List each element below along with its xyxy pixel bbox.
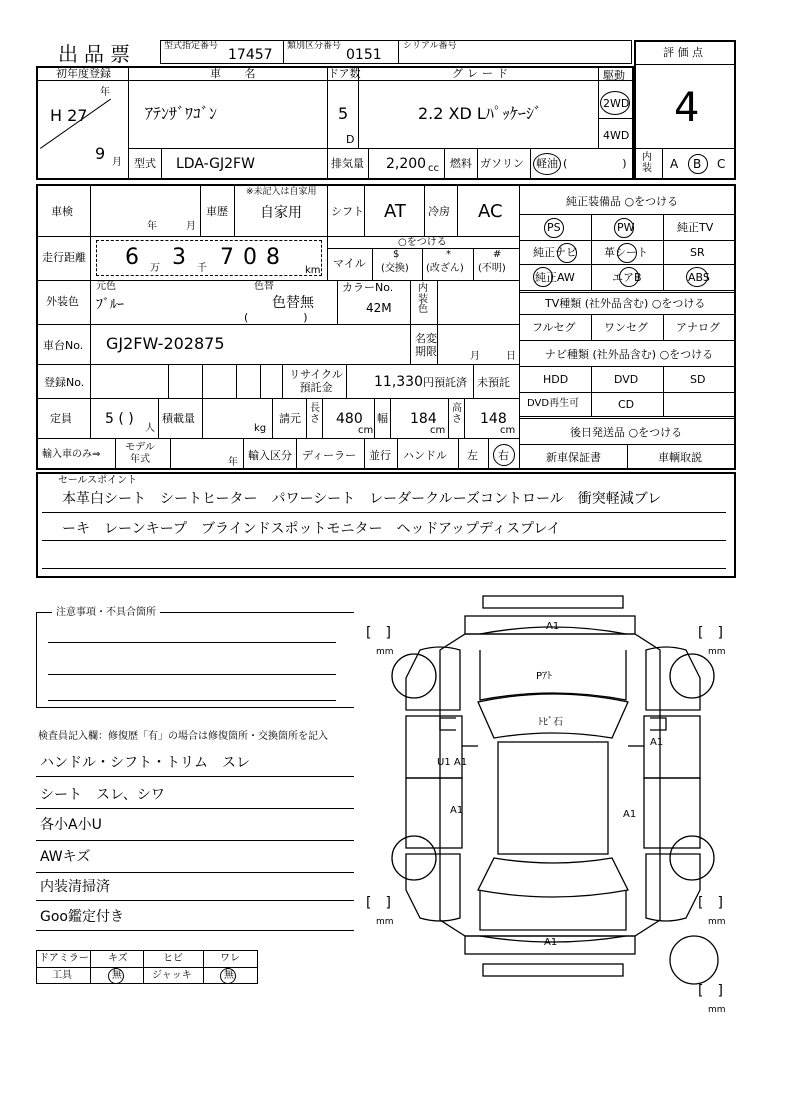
length-value: 480 [336,411,363,427]
mark-front-bumper: A1 [546,621,560,632]
tire-mm-rear-right: mm [708,917,726,927]
registration-month: 9 [95,144,106,163]
grade-label: グレード [452,67,512,80]
equipment-ps: PS [547,221,561,234]
tire-mm-rear-left: mm [376,917,394,927]
mileage-unit-km: km [305,265,321,276]
tire-mm-front-left: mm [376,647,394,657]
registration-label: 初年度登録 [56,67,111,80]
post-docs-manual: 車輌取説 [658,451,702,464]
mark-hood: Pｱﾄ [536,671,553,682]
mark-right-front-door: A1 [650,737,664,748]
interior-b-circle-icon [688,154,708,174]
class-no-value: 0151 [346,47,382,63]
inspection-label: 車検 [51,205,73,218]
navi-title: ナビ種類 (社外品含む) ○をつける [545,348,714,361]
handle-right: 右 [498,449,509,462]
car-name-label: 車 名 [210,67,266,80]
shift-label: シフト [331,205,364,218]
evaluation-label: 評 価 点 [663,46,703,59]
equipment-tv: 純正TV [677,221,714,234]
interior-a: A [670,157,679,171]
exterior-paren: ( ) [244,311,308,324]
fuel-diesel-circle-icon [533,153,561,175]
mileage-label: 走行距離 [42,251,86,264]
navi-dvd-playback: DVD再生可 [527,398,580,409]
interior-color-label: 内装色 [418,283,428,315]
fuel-other: ( ) [563,157,627,170]
page-title: 出品票 [58,42,136,66]
requested-label: 請元 [279,412,301,425]
width-unit: cm [430,425,446,436]
model-year-unit: 年 [228,457,238,468]
name-change-month: 月 [470,351,480,362]
equipment-abs-circle-icon [686,267,708,287]
mileage-unknown: (不明) [478,263,506,274]
mirror-break: ワレ [220,953,240,964]
tv-title: TV種類 (社外品含む) ○をつける [545,297,706,310]
grade-value: 2.2 XD Lﾊﾟｯｹｰｼﾞ [418,104,542,123]
color-no-value: 42M [366,301,392,315]
equipment-sr: SR [690,246,705,259]
tools-value: 無 [112,970,122,981]
spare-wheel-shape [670,936,718,984]
registration-month-unit: 月 [112,157,122,168]
tv-analog: アナログ [676,321,720,334]
length-label: 長さ [310,403,320,425]
inspector-line-4: AWキズ [40,849,91,865]
equipment-airbag-circle-icon [619,267,639,287]
doors-value: 5 [338,104,349,123]
equipment-navi-circle-icon [557,243,577,263]
exterior-orig-value: ﾌﾞﾙｰ [96,297,124,313]
capacity-unit: 人 [145,423,155,434]
equipment-abs: ABS [688,271,710,284]
mark-windshield: ﾄﾋﾞ石 [538,717,563,728]
tools-circle-icon [108,968,124,984]
inspection-year-unit: 年 [147,221,157,232]
inspection-month-unit: 月 [186,221,196,232]
inspector-label: 検査員記入欄：修復歴「有」の場合は修復箇所・交換箇所を記入 [38,731,328,742]
width-label: 幅 [377,412,388,425]
load-unit: kg [254,423,267,434]
mirror-crack: ヒビ [163,953,183,964]
width-value: 184 [410,411,437,427]
shift-value: AT [384,201,406,222]
evaluation-score: 4 [674,85,700,131]
wheel-rear-left-shape [392,836,436,880]
mileage-sym-1: $ [393,249,400,260]
doors-label: ドア数 [328,67,361,80]
chassis-value: GJ2FW-202875 [106,334,225,353]
drive-4wd: 4WD [603,129,630,142]
tv-fullseg: フルセグ [532,321,576,334]
exterior-repaint-label: 色替 [254,281,274,292]
height-value: 148 [480,411,507,427]
tire-mm-front-right: mm [708,647,726,657]
height-label: 高さ [452,403,462,425]
equipment-aw-circle-icon [533,267,553,287]
interior-label: 内装 [642,152,652,174]
mileage-digit-4: 0 [243,245,257,270]
history-value: 自家用 [260,205,302,221]
mileage-sym-2: * [446,249,451,260]
class-no-label: 類別区分番号 [287,41,342,51]
import-parallel: 並行 [369,449,391,462]
sales-points-line2: ーキ レーンキープ ブラインドスポットモニター ヘッドアップディスプレイ [62,521,561,537]
car-name-value: ｱﾃﾝｻﾞﾜｺﾞﾝ [145,104,218,123]
mileage-digit-1: 6 [125,245,139,270]
drive-2wd: 2WD [603,97,630,110]
model-value: LDA-GJ2FW [176,156,255,172]
inspector-line-5: 内装清掃済 [40,879,110,895]
recycle-status: 円預託済 [423,376,467,389]
exterior-orig-label: 元色 [96,281,116,292]
displacement-label: 排気量 [331,157,364,170]
registration-year: H 27 [50,106,88,125]
mileage-digit-3: 7 [220,245,234,270]
mileage-unit-sen: 千 [197,263,207,274]
mileage-mile: マイル [333,257,366,270]
name-change-label: 名変期限 [415,332,437,359]
mark-left-rear-door: A1 [450,805,464,816]
ac-value: AC [478,201,503,222]
color-no-label: カラーNo. [342,281,394,294]
handle-label: ハンドル [403,449,447,462]
capacity-label: 定員 [50,412,72,425]
type-no-value: 17457 [228,47,273,63]
equipment-navi: 純正ナビ [533,246,577,259]
mileage-sym-3: # [493,249,502,260]
recycle-value: 11,330 [374,374,423,390]
navi-dvd: DVD [614,373,639,386]
mileage-mark-note: ○をつける [398,237,447,248]
import-label: 輸入車のみ⇒ [42,449,101,460]
navi-hdd: HDD [543,373,569,386]
rear-bumper-shape [483,964,623,976]
wheel-rear-right-shape [670,836,714,880]
serial-label: シリアル番号 [403,41,457,51]
ac-label: 冷房 [428,205,450,218]
jack-label: ジャッキ [152,970,192,981]
tire-bracket-rear-left: [ ] [366,895,391,911]
inspector-line-6: Goo鑑定付き [40,909,124,925]
handle-left: 左 [467,449,478,462]
post-docs-title: 後日発送品 ○をつける [570,426,683,439]
exterior-label: 外装色 [46,295,79,308]
notes-label: 注意事項・不具合箇所 [56,607,156,618]
load-label: 積載量 [162,412,195,425]
recycle-label: リサイクル預託金 [289,368,343,395]
tire-bracket-rear-right: [ ] [698,895,723,911]
drive-label: 駆動 [603,69,625,82]
mirror-scratch: キズ [108,953,128,964]
inspector-line-1: ハンドル・シフト・トリム スレ [40,755,250,771]
equipment-pw: PW [617,221,635,234]
tools-label: 工具 [52,970,72,981]
equipment-leather-circle-icon [617,243,637,263]
front-bumper-shape [483,596,623,608]
equipment-aw: 純正AW [535,271,575,284]
notes-box [36,612,354,708]
equipment-airbag: エアB [612,271,642,284]
chassis-label: 車台No. [43,339,84,352]
recycle-unpaid: 未預託 [477,376,510,389]
model-year-label: モデル年式 [125,442,155,465]
door-mirror-label: ドアミラー [39,953,89,964]
exterior-repaint-value: 色替無 [272,295,314,311]
sales-points-label: セールスポイント [58,475,138,486]
displacement-value: 2,200 [386,156,427,172]
interior-b: B [693,157,702,171]
equipment-leather: 革シート [604,246,648,259]
mileage-tampered: (改ざん) [426,263,464,274]
doors-suffix: D [346,133,355,146]
import-dealer: ディーラー [302,449,357,462]
fuel-label: 燃料 [450,157,472,170]
inspector-line-2: シート スレ、シワ [40,787,165,803]
registration-year-unit: 年 [100,87,110,98]
post-docs-warranty: 新車保証書 [546,451,601,464]
mileage-exchange: (交換) [381,263,409,274]
name-change-day: 日 [506,351,516,362]
jack-value: 無 [224,970,234,981]
mileage-unit-man: 万 [150,263,160,274]
jack-circle-icon [220,968,236,984]
mark-right-rear-door: A1 [623,809,637,820]
tire-bracket-front-left: [ ] [366,625,391,641]
height-unit: cm [500,425,516,436]
car-damage-diagram [360,590,750,1030]
navi-sd: SD [690,373,706,386]
mark-left-front-door: U1 A1 [437,757,468,768]
mileage-digit-5: 8 [266,245,280,270]
history-label: 車歴 [206,205,228,218]
equipment-ps-circle-icon [544,218,564,238]
model-label: 型式 [134,157,156,170]
tire-bracket-spare: [ ] [698,983,723,999]
reg-no-label: 登録No. [44,376,85,389]
tv-oneseg: ワンセグ [604,321,648,334]
drive-2wd-circle-icon [600,91,630,115]
interior-c: C [717,157,726,171]
fuel-diesel: 軽油 [536,157,558,170]
mileage-digit-2: 3 [172,245,186,270]
equipment-pw-circle-icon [614,218,634,238]
inspector-line-3: 各小A小U [40,817,102,833]
displacement-unit: cc [428,163,439,174]
type-no-label: 型式指定番号 [164,41,219,51]
fuel-gasoline: ガソリン [480,157,524,170]
length-unit: cm [358,425,374,436]
equipment-title: 純正装備品 ○をつける [566,195,679,208]
mark-rear-bumper: A1 [544,937,558,948]
tire-bracket-front-right: [ ] [698,625,723,641]
capacity-value: 5 ( ) [105,411,134,427]
handle-right-circle-icon [493,444,515,466]
history-note: ※未記入は自家用 [246,187,317,197]
import-kubun-label: 輸入区分 [248,449,292,462]
navi-cd: CD [618,398,635,411]
tire-mm-spare: mm [708,1005,726,1015]
sales-points-line1: 本革白シート シートヒーター パワーシート レーダークルーズコントロール 衝突軽減ブレ [62,491,662,507]
